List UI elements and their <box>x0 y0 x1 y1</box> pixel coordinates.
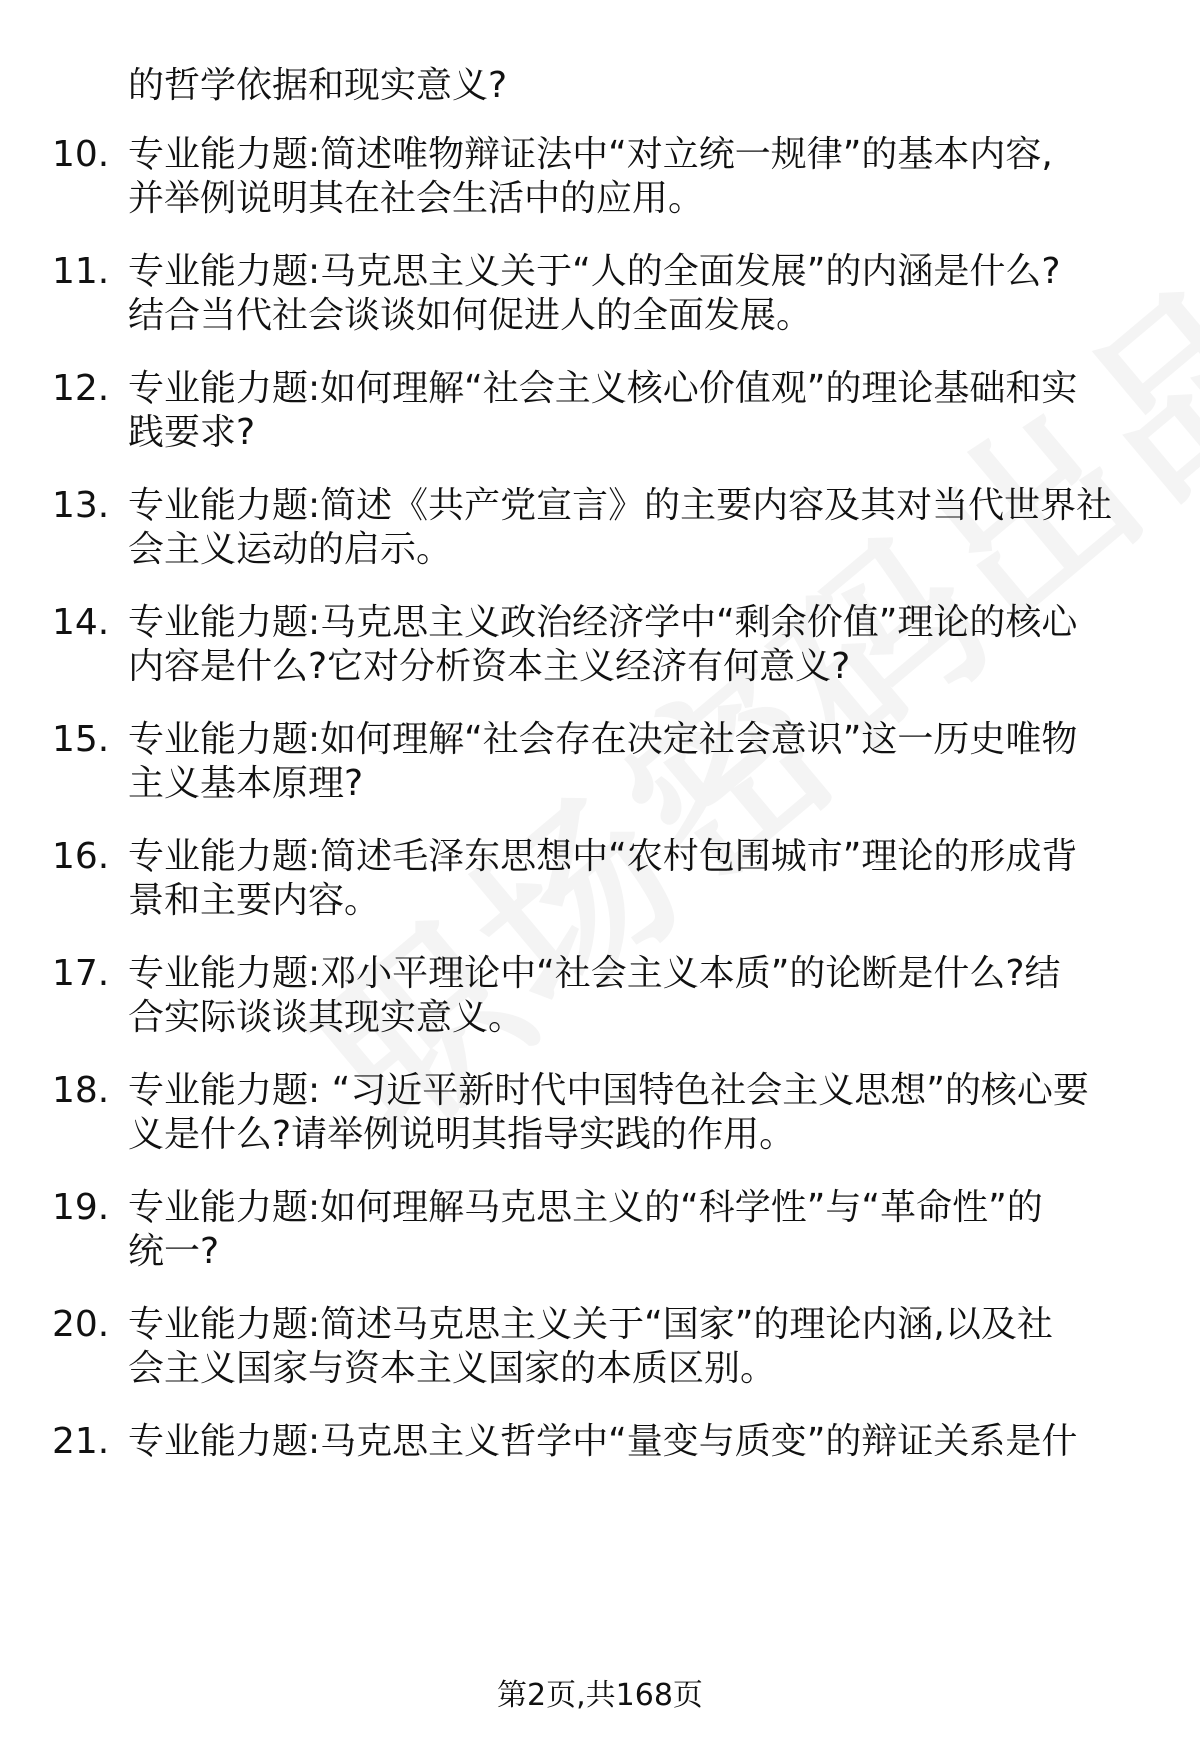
question-text-line: 会主义运动的启示。 <box>128 529 453 570</box>
question-text-line: 专业能力题:简述毛泽东思想中“农村包围城市”理论的形成背 <box>128 836 1078 877</box>
question-number: 14. <box>52 602 110 643</box>
question-text-line: 结合当代社会谈谈如何促进人的全面发展。 <box>128 295 813 336</box>
question-number: 20. <box>52 1304 110 1345</box>
question-text-line: 专业能力题:如何理解马克思主义的“科学性”与“革命性”的 <box>128 1187 1043 1228</box>
question-text-line: 专业能力题:简述马克思主义关于“国家”的理论内涵,以及社 <box>128 1304 1053 1345</box>
question-text-line: 专业能力题:简述《共产党宣言》的主要内容及其对当代世界社 <box>128 485 1113 526</box>
question-number: 12. <box>52 368 110 409</box>
question-text-line: 专业能力题:如何理解“社会主义核心价值观”的理论基础和实 <box>128 368 1078 409</box>
question-text-line: 专业能力题:如何理解“社会存在决定社会意识”这一历史唯物 <box>128 719 1078 760</box>
question-number: 21. <box>52 1421 110 1462</box>
question-number: 13. <box>52 485 110 526</box>
question-number: 15. <box>52 719 110 760</box>
question-text-line: 践要求? <box>128 412 256 453</box>
question-text-line: 义是什么?请举例说明其指导实践的作用。 <box>128 1114 796 1155</box>
question-text-line: 专业能力题:邓小平理论中“社会主义本质”的论断是什么?结 <box>128 953 1061 994</box>
question-text-line: 专业能力题:马克思主义关于“人的全面发展”的内涵是什么? <box>128 251 1061 292</box>
question-number: 11. <box>52 251 110 292</box>
page-footer: 第2页,共168页 <box>497 1678 703 1713</box>
question-text-line: 合实际谈谈其现实意义。 <box>128 997 525 1038</box>
question-number: 17. <box>52 953 110 994</box>
question-text-line: 专业能力题:马克思主义哲学中“量变与质变”的辩证关系是什 <box>128 1421 1078 1462</box>
question-number: 10. <box>52 134 110 175</box>
continuation-text: 的哲学依据和现实意义? <box>128 65 508 106</box>
question-text-line: 专业能力题:马克思主义政治经济学中“剩余价值”理论的核心 <box>128 602 1078 643</box>
question-number: 18. <box>52 1070 110 1111</box>
question-text-line: 主义基本原理? <box>128 763 364 804</box>
question-text-line: 专业能力题:简述唯物辩证法中“对立统一规律”的基本内容, <box>128 134 1053 175</box>
question-number: 16. <box>52 836 110 877</box>
question-text-line: 专业能力题: “习近平新时代中国特色社会主义思想”的核心要 <box>128 1070 1089 1111</box>
question-text-line: 景和主要内容。 <box>128 880 381 921</box>
question-text-line: 会主义国家与资本主义国家的本质区别。 <box>128 1348 777 1389</box>
question-text-line: 统一? <box>128 1231 220 1272</box>
question-text-line: 内容是什么?它对分析资本主义经济有何意义? <box>128 646 851 687</box>
question-text-line: 并举例说明其在社会生活中的应用。 <box>128 178 705 219</box>
question-number: 19. <box>52 1187 110 1228</box>
